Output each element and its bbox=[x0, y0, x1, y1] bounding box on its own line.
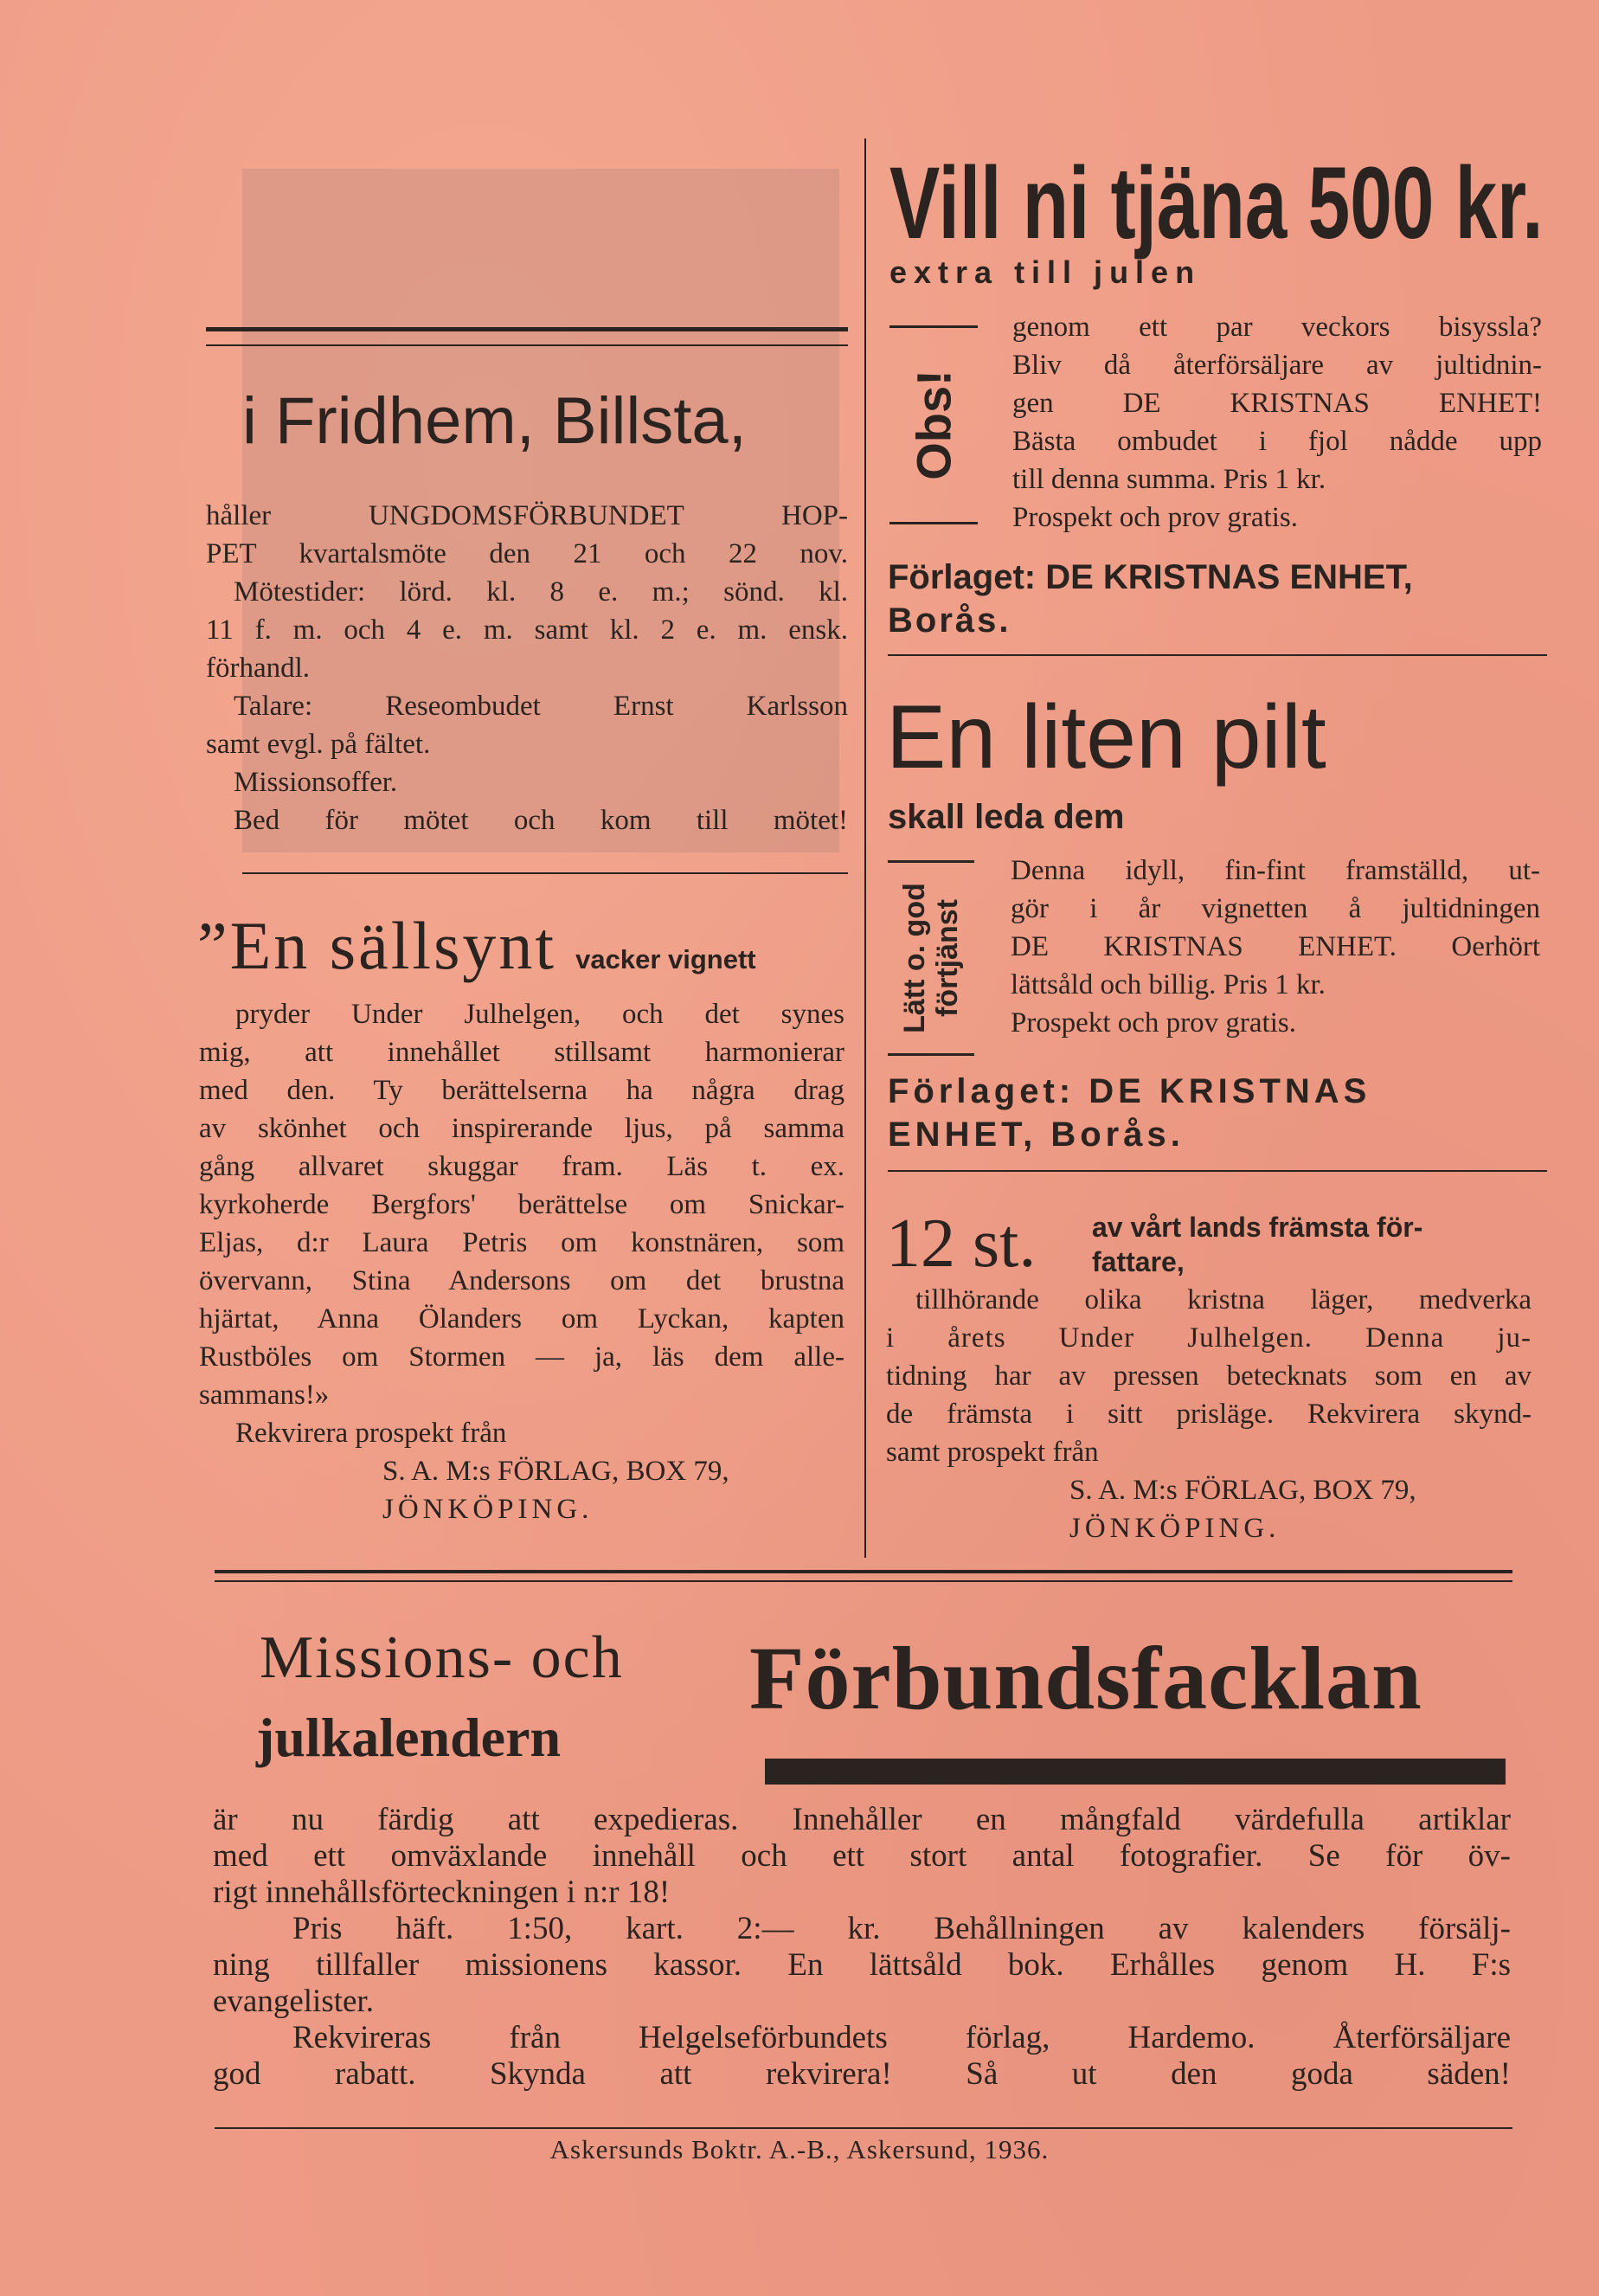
pilt-headline: En liten pilt bbox=[886, 687, 1326, 788]
forbundsfacklan-bar bbox=[765, 1759, 1506, 1785]
fridhem-top-rule-thin bbox=[206, 344, 848, 346]
sallsynt-line: av skönhet och inspirerande ljus, på samma bbox=[199, 1113, 844, 1144]
section-rule bbox=[888, 1170, 1547, 1172]
pilt-badge-line: Lätt o. god bbox=[898, 883, 931, 1033]
pilt-line: Denna idyll, fin-fint framställd, ut- bbox=[1011, 855, 1540, 886]
fridhem-line: Mötestider: lörd. kl. 8 e. m.; sönd. kl. bbox=[234, 576, 848, 608]
sallsynt-line: gång allvaret skuggar fram. Läs t. ex. bbox=[199, 1151, 844, 1182]
pilt-subhead: skall leda dem bbox=[888, 798, 1125, 836]
kalender-title-line: Missions- och bbox=[260, 1624, 624, 1691]
tolv-small-line: av vårt lands främsta för- bbox=[1092, 1212, 1423, 1243]
sallsynt-line: övervann, Stina Andersons om det brustna bbox=[199, 1265, 844, 1296]
sallsynt-line: mig, att innehållet stillsamt harmonierar bbox=[199, 1037, 844, 1068]
column-divider bbox=[864, 138, 866, 1558]
forbundsfacklan-title: Förbundsfacklan bbox=[749, 1629, 1422, 1728]
fridhem-line: PET kvartalsmöte den 21 och 22 nov. bbox=[206, 538, 848, 569]
pilt-line: lättsåld och billig. Pris 1 kr. bbox=[1011, 969, 1326, 1000]
sallsynt-line: Eljas, d:r Laura Petris om konstnären, som bbox=[199, 1227, 844, 1258]
fridhem-top-rule bbox=[206, 327, 848, 331]
tolv-publisher-city: JÖNKÖPING. bbox=[1069, 1513, 1281, 1544]
section-rule bbox=[242, 872, 848, 874]
sallsynt-heading-small: vacker vignett bbox=[575, 944, 756, 974]
sallsynt-publisher: S. A. M:s FÖRLAG, BOX 79, bbox=[382, 1456, 729, 1487]
tolv-body bbox=[886, 1281, 1532, 1547]
kalender-line: Rekvireras från Helgelseförbundets förlag, Hardemo. Återförsäljare bbox=[292, 2020, 1511, 2055]
vill-headline: Vill ni tjäna 500 kr. bbox=[889, 146, 1544, 260]
fridhem-notice bbox=[206, 497, 848, 839]
bottom-top-rule bbox=[215, 1570, 1512, 1573]
kalender-title-line: julkalendern bbox=[256, 1707, 562, 1768]
sallsynt-heading bbox=[197, 907, 756, 985]
tolv-line: tidning har av pressen betecknats som en av bbox=[886, 1360, 1532, 1392]
fridhem-line: håller UNGDOMSFÖRBUNDET HOP- bbox=[206, 500, 848, 531]
kalender-line: evangelister. bbox=[213, 1984, 374, 2019]
fridhem-line: Talare: Reseombudet Ernst Karlsson bbox=[234, 691, 848, 722]
vill-body bbox=[1012, 308, 1542, 537]
sallsynt-line: sammans!» bbox=[199, 1380, 330, 1411]
tolv-line: samt prospekt från bbox=[886, 1437, 1099, 1468]
kalender-line: ning tillfaller missionens kassor. En lättsåld bok. Erhålles genom H. F:s bbox=[213, 1947, 1511, 1983]
pilt-line: Prospekt och prov gratis. bbox=[1011, 1007, 1296, 1039]
kalender-line: god rabatt. Skynda att rekvirera! Så ut den goda säden! bbox=[213, 2056, 1511, 2092]
sallsynt-line: med den. Ty berättelserna ha några drag bbox=[199, 1075, 844, 1106]
sallsynt-heading-big: ”En sällsynt bbox=[197, 908, 557, 983]
fridhem-line: förhandl. bbox=[206, 653, 311, 684]
kalender-line: rigt innehållsförteckningen i n:r 18! bbox=[213, 1875, 671, 1910]
tolv-line: i årets Under Julhelgen. Denna ju- bbox=[886, 1322, 1532, 1354]
kalender-body bbox=[213, 1802, 1511, 2093]
imprint-rule bbox=[215, 2127, 1512, 2129]
tolv-line: de främsta i sitt prisläge. Rekvirera skynd- bbox=[886, 1399, 1532, 1430]
pilt-forlaget-city: ENHET, Borås. bbox=[888, 1116, 1185, 1154]
pilt-badge bbox=[888, 860, 974, 1056]
tolv-publisher: S. A. M:s FÖRLAG, BOX 79, bbox=[1069, 1475, 1416, 1506]
section-rule bbox=[888, 654, 1547, 656]
tolv-small bbox=[1092, 1210, 1422, 1279]
pilt-line: DE KRISTNAS ENHET. Oerhört bbox=[1011, 931, 1540, 962]
obs-badge-text: Obs! bbox=[906, 370, 961, 480]
vill-forlaget bbox=[888, 556, 1545, 642]
vill-line: gen DE KRISTNAS ENHET! bbox=[1012, 388, 1542, 419]
pilt-forlaget bbox=[888, 1070, 1545, 1156]
kalender-line: Pris häft. 1:50, kart. 2:— kr. Behållningen av kalenders försälj- bbox=[292, 1911, 1511, 1946]
sallsynt-line: Rustböles om Stormen — ja, läs dem alle- bbox=[199, 1341, 844, 1373]
vill-line: Prospekt och prov gratis. bbox=[1012, 502, 1298, 533]
fridhem-line: Missionsoffer. bbox=[234, 767, 398, 798]
printer-imprint: Askersunds Boktr. A.-B., Askersund, 1936. bbox=[549, 2134, 1050, 2164]
pilt-forlaget-line: Förlaget: DE KRISTNAS bbox=[888, 1072, 1371, 1110]
vill-line: till denna summa. Pris 1 kr. bbox=[1012, 464, 1326, 495]
fridhem-line: samt evgl. på fältet. bbox=[206, 729, 431, 760]
sallsynt-line: pryder Under Julhelgen, och det synes bbox=[235, 999, 844, 1030]
vill-line: Bästa ombudet i fjol nådde upp bbox=[1012, 426, 1542, 457]
sallsynt-line: hjärtat, Anna Ölanders om Lyckan, kapten bbox=[199, 1303, 844, 1335]
kalender-line: är nu färdig att expedieras. Innehåller en mångfald värdefulla artiklar bbox=[213, 1802, 1511, 1837]
kalender-line: med ett omväxlande innehåll och ett stort antal fotografier. Se för öv- bbox=[213, 1838, 1511, 1874]
vill-line: genom ett par veckors bisyssla? bbox=[1012, 312, 1542, 343]
tolv-line: tillhörande olika kristna läger, medverka bbox=[915, 1284, 1532, 1315]
sallsynt-publisher-city: JÖNKÖPING. bbox=[382, 1494, 594, 1525]
obs-badge bbox=[889, 325, 978, 524]
sallsynt-line: kyrkoherde Bergfors' berättelse om Snickar- bbox=[199, 1189, 844, 1220]
vill-forlaget-city: Borås. bbox=[888, 601, 1011, 640]
kalender-title-left bbox=[256, 1618, 624, 1778]
fridhem-line: 11 f. m. och 4 e. m. samt kl. 2 e. m. ensk. bbox=[206, 614, 848, 646]
sallsynt-rekvirera: Rekvirera prospekt från bbox=[235, 1418, 507, 1449]
pilt-body bbox=[1011, 852, 1540, 1042]
fridhem-line: Bed för mötet och kom till mötet! bbox=[234, 805, 848, 836]
fridhem-heading: i Fridhem, Billsta, bbox=[242, 384, 747, 458]
pilt-badge-line: förtjänst bbox=[931, 899, 964, 1017]
vill-line: Bliv då återförsäljare av jultidnin- bbox=[1012, 350, 1542, 381]
vill-forlaget-line: Förlaget: DE KRISTNAS ENHET, bbox=[888, 558, 1413, 596]
vill-subhead: extra till julen bbox=[889, 254, 1202, 290]
pilt-line: gör i år vignetten å jultidningen bbox=[1011, 893, 1540, 924]
sallsynt-review bbox=[199, 995, 844, 1528]
tolv-small-line: fattare, bbox=[1092, 1246, 1185, 1277]
bottom-top-rule-thin bbox=[215, 1580, 1512, 1582]
pilt-badge-text bbox=[898, 883, 964, 1033]
tolv-big: 12 st. bbox=[886, 1206, 1037, 1282]
